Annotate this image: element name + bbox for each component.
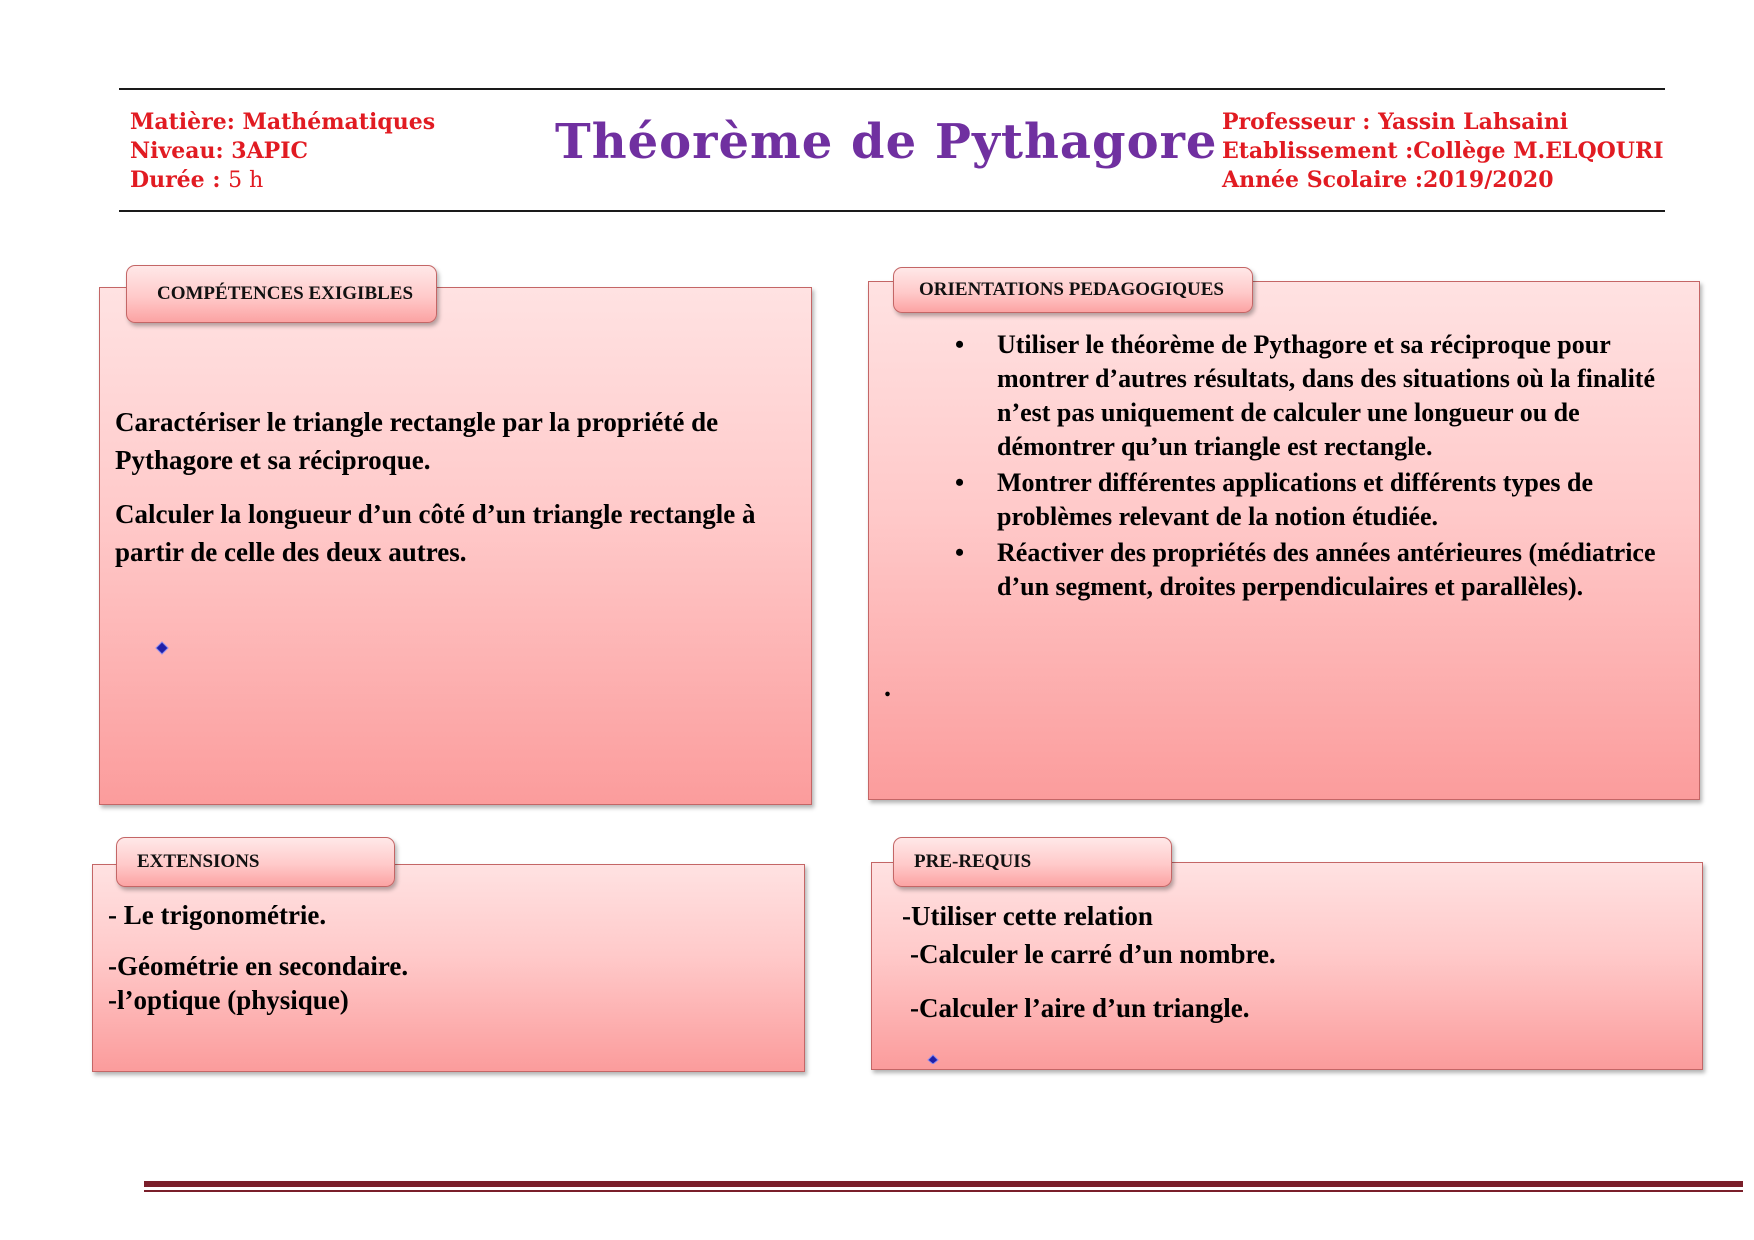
niveau-row: Niveau: 3APIC bbox=[130, 138, 309, 164]
professeur: Professeur : Yassin Lahsaini bbox=[1222, 109, 1569, 135]
matiere-row: Matière: Mathématiques bbox=[130, 109, 436, 135]
header-bottom-rule bbox=[119, 210, 1665, 212]
header-top-rule bbox=[119, 88, 1665, 90]
orientations-tab-label: ORIENTATIONS PEDAGOGIQUES bbox=[919, 279, 1224, 300]
competences-tab-label: COMPÉTENCES EXIGIBLES bbox=[157, 283, 414, 304]
bullet-icon: • bbox=[955, 330, 965, 359]
prerequis-item: -Calculer le carré d’un nombre. bbox=[910, 939, 1276, 969]
etablissement: Etablissement :Collège M.ELQOURI bbox=[1222, 138, 1664, 164]
extensions-tab-label: EXTENSIONS bbox=[137, 851, 260, 872]
orientations-text bbox=[955, 328, 1685, 604]
competences-tab bbox=[126, 265, 437, 323]
matiere-value: Mathématiques bbox=[242, 109, 436, 135]
competence-item: Calculer la longueur d’un côté d’un triangle rectangle à partir de celle des deux autres. bbox=[115, 499, 756, 567]
footer-rule-thick bbox=[144, 1181, 1743, 1187]
competence-item: Caractériser le triangle rectangle par la propriété de Pythagore et sa réciproque. bbox=[115, 407, 719, 475]
diamond-bullet-icon bbox=[155, 641, 169, 655]
page-title: Théorème de Pythagore bbox=[555, 114, 1218, 170]
extensions-tab bbox=[116, 837, 395, 887]
header-right-info bbox=[1222, 108, 1664, 195]
prerequis-item: -Utiliser cette relation bbox=[902, 901, 1153, 931]
list-item: • Utiliser le théorème de Pythagore et sa réciproque pour montrer d’autres résultats, dans des situations où la finalité n’est pas uniquement de calculer une longueur ou de démontrer qu’un triangle est rectangle. bbox=[955, 330, 1655, 461]
extension-item: -Géométrie en secondaire. bbox=[108, 951, 409, 981]
diamond-bullet-icon bbox=[927, 1054, 939, 1064]
prerequis-tab bbox=[893, 837, 1172, 887]
footer-rule-thin bbox=[144, 1190, 1743, 1192]
orientations-trailing-dot: . bbox=[884, 672, 891, 703]
duree-value: 5 h bbox=[228, 168, 264, 193]
orientations-tab bbox=[893, 267, 1253, 313]
extensions-text bbox=[108, 895, 408, 1017]
extension-item: - Le trigonométrie. bbox=[108, 900, 327, 930]
prerequis-text bbox=[902, 897, 1276, 1027]
prerequis-tab-label: PRE-REQUIS bbox=[914, 851, 1032, 872]
bullet-icon: • bbox=[955, 468, 965, 497]
header-left-info bbox=[130, 108, 435, 195]
bullet-icon: • bbox=[955, 538, 965, 567]
extension-item: -l’optique (physique) bbox=[108, 985, 349, 1015]
niveau-value: 3APIC bbox=[231, 138, 309, 164]
competences-text bbox=[115, 403, 805, 587]
list-item: • Montrer différentes applications et différents types de problèmes relevant de la notion étudiée. bbox=[955, 468, 1593, 531]
orientations-list bbox=[955, 328, 1685, 604]
list-item: • Réactiver des propriétés des années antérieures (médiatrice d’un segment, droites perpendiculaires et parallèles). bbox=[955, 538, 1656, 601]
duree-row: Durée : 5 h bbox=[130, 167, 264, 193]
prerequis-item: -Calculer l’aire d’un triangle. bbox=[910, 993, 1250, 1023]
annee-scolaire: Année Scolaire :2019/2020 bbox=[1222, 167, 1554, 193]
